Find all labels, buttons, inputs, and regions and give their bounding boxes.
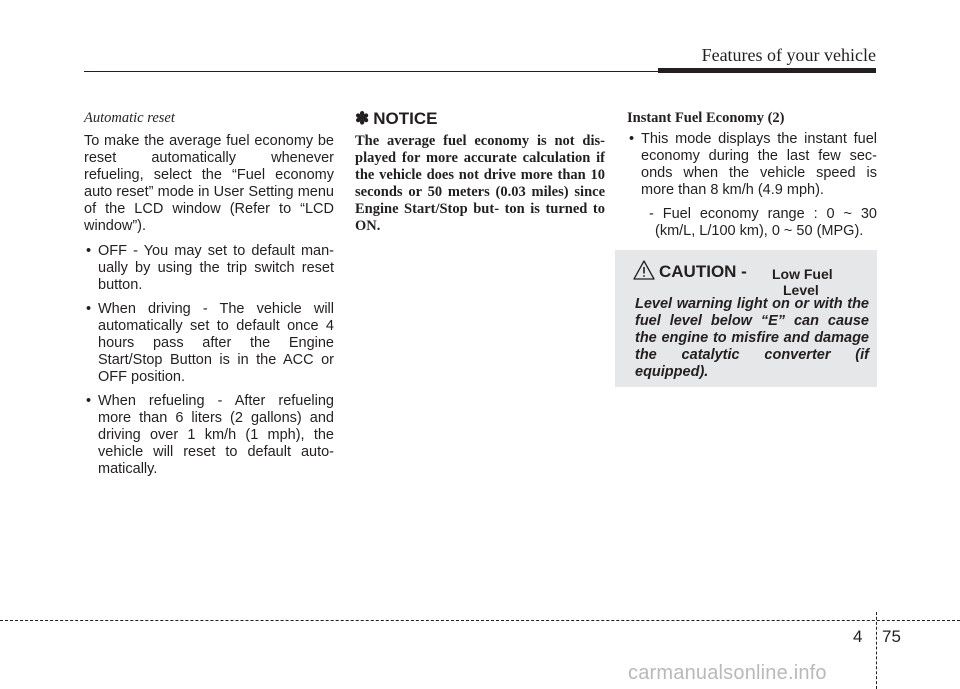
notice-star-icon: ✽ — [355, 109, 370, 128]
header-rule-thin — [84, 71, 658, 72]
instant-mode-list — [627, 131, 877, 199]
list-item: • This mode displays the instant fuel economy during the last few sec- onds when the vehicle speed is more than 8 km/h (4.9 mph). — [627, 131, 877, 199]
column-automatic-reset — [84, 110, 334, 485]
notice-section — [355, 110, 605, 235]
notice-body: The average fuel economy is not dis- played for more accurate calculation if the vehicle does not drive more than 10 seconds or 50 meters (0.03 miles) since Engine Start/Stop but- ton is turned to ON. — [355, 133, 605, 234]
caution-box — [615, 250, 877, 387]
footer-rule — [0, 620, 960, 621]
list-item: • When refueling - After refueling more than 6 liters (2 gallons) and driving over 1 km/h (1 mph), the vehicle will reset to default auto- matically. — [84, 393, 334, 478]
notice-title: NOTICE — [373, 109, 438, 128]
caution-word: CAUTION - — [659, 262, 747, 281]
reset-mode-list — [84, 243, 334, 478]
caution-body: Level warning light on or with the fuel level below “E” can cause the engine to misfire and damage the catalytic converter (if equipped). — [635, 296, 869, 380]
page-number: 75 — [882, 627, 901, 646]
footer-divider — [876, 612, 877, 689]
column-instant-fuel-economy — [627, 110, 877, 244]
watermark: carmanualsonline.info — [628, 662, 827, 684]
automatic-reset-subhead: Automatic reset — [84, 110, 175, 126]
instant-fuel-economy-heading: Instant Fuel Economy (2) — [627, 110, 785, 126]
chapter-number: 4 — [853, 627, 863, 646]
notice-heading — [355, 110, 605, 127]
warning-triangle-icon — [633, 260, 655, 280]
caution-subtitle-line2: Level — [783, 282, 819, 298]
list-item: • When driving - The vehicle will automatically set to default once 4 hours pass after the Engine Start/Stop Button is in the ACC or OFF position. — [84, 301, 334, 386]
header-rule-thick — [658, 68, 876, 73]
fuel-economy-range: - Fuel economy range : 0 ~ 30 (km/L, L/100 km), 0 ~ 50 (MPG). — [649, 206, 877, 239]
list-item: • OFF - You may set to default man- ually by using the trip switch reset button. — [84, 243, 334, 294]
caution-subtitle: Low Fuel — [772, 266, 833, 282]
automatic-reset-paragraph: To make the average fuel economy be reset automatically whenever refueling, select the “Fuel economy auto reset” mode in User Setting menu of the LCD window (Refer to “LCD window”). — [84, 133, 334, 234]
header-title: Features of your vehicle — [701, 45, 876, 65]
